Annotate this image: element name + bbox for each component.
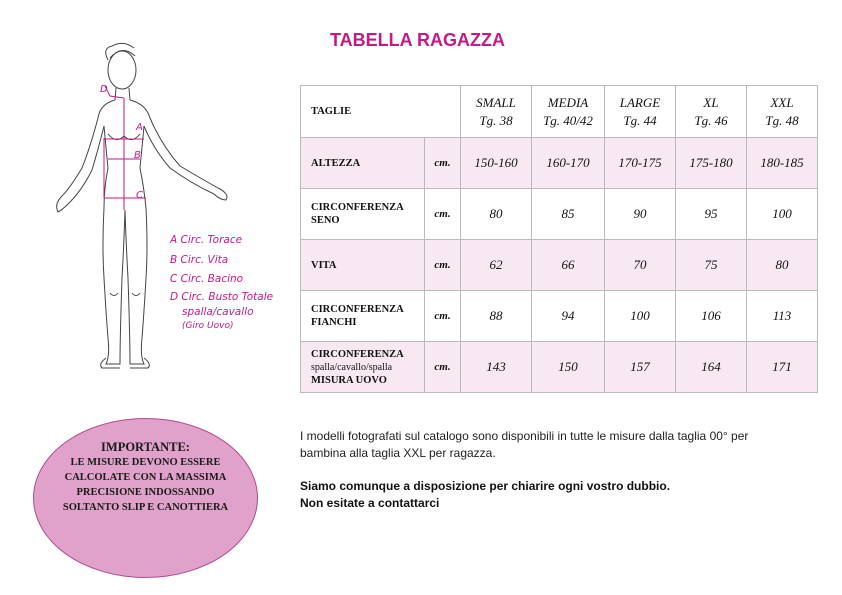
table-cell: 100 (747, 189, 818, 240)
table-cell: 75 (676, 240, 747, 291)
unit-cell: cm. (425, 291, 461, 342)
table-cell: 180-185 (747, 138, 818, 189)
legend-item-a: A Circ. Torace (170, 234, 243, 246)
size-name: SMALL (476, 94, 516, 110)
legend-item-d: D Circ. Busto Totale (170, 290, 274, 303)
table-row (301, 189, 818, 240)
table-cell: 170-175 (605, 138, 676, 189)
size-header (676, 86, 747, 138)
size-header (461, 86, 532, 138)
size-tg: Tg. 38 (479, 112, 513, 128)
row-label-line: SENO (311, 215, 340, 226)
info-paragraph: I modelli fotografati sul catalogo sono disponibili in tutte le misure dalla taglia 00° per bambina alla taglia XXL per ragazza. (300, 429, 749, 460)
table-cell: 66 (532, 240, 605, 291)
unit-cell: cm. (425, 342, 461, 393)
table-cell: 94 (532, 291, 605, 342)
table-cell: 88 (461, 291, 532, 342)
marker-d: D (100, 84, 108, 95)
info-text (300, 428, 770, 512)
table-cell: 150 (532, 342, 605, 393)
row-label-line: CIRCONFERENZA (311, 348, 404, 360)
table-row (301, 291, 818, 342)
table-cell: 164 (676, 342, 747, 393)
table-cell: 106 (676, 291, 747, 342)
size-name: LARGE (619, 94, 661, 110)
unit-cell: cm. (425, 240, 461, 291)
legend-item-b: B Circ. Vita (170, 253, 229, 266)
info-bold-line-1: Siamo comunque a disposizione per chiarire ogni vostro dubbio. (300, 479, 671, 493)
legend-item-d-note: (Giro Uovo) (182, 320, 234, 331)
table-cell: 157 (605, 342, 676, 393)
row-label: ALTEZZA (301, 138, 425, 189)
table-cell: 100 (605, 291, 676, 342)
size-tg: Tg. 44 (623, 112, 657, 128)
table-cell: 175-180 (676, 138, 747, 189)
info-bold-line-2: Non esitate a contattarci (300, 496, 440, 510)
table-cell: 95 (676, 189, 747, 240)
legend-item-d-sub: spalla/cavallo (182, 305, 254, 318)
table-cell: 80 (461, 189, 532, 240)
size-tg: Tg. 48 (765, 112, 799, 128)
size-name: XL (703, 94, 719, 110)
important-text: LE MISURE DEVONO ESSERE CALCOLATE CON LA MASSIMA PRECISIONE INDOSSANDO SOLTANTO SLIP E CANOTTIERA (62, 457, 229, 513)
table-row (301, 240, 818, 291)
unit-cell: cm. (425, 138, 461, 189)
size-name: MEDIA (547, 94, 589, 110)
table-cell: 171 (747, 342, 818, 393)
size-tg: Tg. 46 (694, 112, 728, 128)
size-name: XXL (770, 94, 794, 110)
marker-a: A (136, 122, 143, 133)
row-label-line: MISURA UOVO (311, 374, 387, 386)
important-notice (33, 418, 258, 578)
table-cell: 85 (532, 189, 605, 240)
unit-cell: cm. (425, 189, 461, 240)
table-cell: 62 (461, 240, 532, 291)
size-header (605, 86, 676, 138)
page-title: TABELLA RAGAZZA (330, 30, 505, 50)
table-cell: 160-170 (532, 138, 605, 189)
row-label-line: CIRCONFERENZA (311, 202, 404, 213)
size-tg: Tg. 40/42 (543, 112, 593, 128)
row-label: VITA (301, 240, 425, 291)
size-header (532, 86, 605, 138)
header-label: TAGLIE (301, 86, 461, 138)
row-label-line: FIANCHI (311, 317, 357, 328)
table-cell: 143 (461, 342, 532, 393)
marker-b: B (134, 150, 141, 161)
row-label (301, 291, 425, 342)
size-header (747, 86, 818, 138)
size-table (300, 85, 818, 393)
row-label-line: CIRCONFERENZA (311, 304, 404, 315)
measurement-legend (170, 231, 273, 333)
row-label (301, 342, 425, 393)
table-header-row (301, 86, 818, 138)
table-row (301, 342, 818, 393)
legend-item-c: C Circ. Bacino (170, 273, 244, 285)
table-cell: 80 (747, 240, 818, 291)
table-row (301, 138, 818, 189)
important-heading: IMPORTANTE: (101, 440, 190, 454)
table-cell: 113 (747, 291, 818, 342)
row-label (301, 189, 425, 240)
table-cell: 70 (605, 240, 676, 291)
table-cell: 150-160 (461, 138, 532, 189)
table-cell: 90 (605, 189, 676, 240)
marker-c: C (136, 190, 143, 201)
row-label-line: spalla/cavallo/spalla (311, 361, 393, 373)
